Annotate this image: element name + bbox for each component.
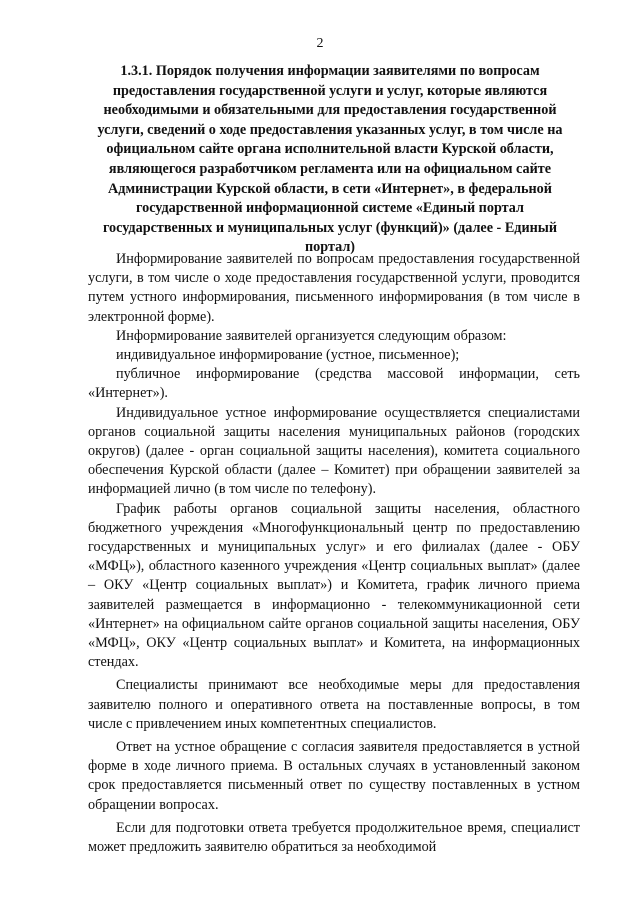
paragraph-oral-informing: Индивидуальное устное информирование осуществляется специалистами органов социальной защиты населения муниципальных районов (городских округов) (далее - орган социальной защиты населения), комитета социального обеспечения Курской области (далее – Комитет) при обращении заявителей за информацией лично (в том числе по телефону). — [88, 404, 580, 498]
section-heading: 1.3.1. Порядок получения информации заявителями по вопросам предоставления государственной услуги и услуг, которые являются необходимыми и обязательными для предоставления государственной услуги, сведений о ходе предоставления указанных услуг, в том числе на официальном сайте органа исполнительной власти Курской области, являющегося разработчиком регламента или на официальном сайте Администрации Курской области, в сети «Интернет», в федеральной государственной информационной системе «Единый портал государственных и муниципальных услуг (функций)» (далее - Единый портал) — [97, 63, 563, 256]
paragraph-informing-methods: Информирование заявителей по вопросам предоставления государственной услуги, в том числе о ходе предоставления государственной услуги, проводится путем устного информирования, письменного информирования (в том числе в электронной форме). — [88, 251, 580, 325]
paragraph-long-preparation: Если для подготовки ответа требуется продолжительное время, специалист может предложить заявителю обратиться за необходимой — [88, 819, 580, 856]
paragraph-work-schedule: График работы органов социальной защиты населения, областного бюджетного учреждения «Многофункциональный центр по предоставлению государственных и муниципальных услуг» и его филиалах (далее - ОБУ «МФЦ»), областного казенного учреждения «Центр социальных выплат» (далее – ОКУ «Центр социальных выплат») и Комитета, график личного приема заявителей размещается в информационно - телекоммуникационной сети «Интернет» на официальном сайте органов социальной защиты населения, ОБУ «МФЦ», ОКУ «Центр социальных выплат» и Комитета, на информационных стендах. — [88, 500, 580, 671]
paragraph-public-informing: публичное информирование (средства массовой информации, сеть «Интернет»). — [88, 366, 580, 402]
paragraph-individual-informing: индивидуальное информирование (устное, письменное); — [116, 347, 460, 364]
paragraph-oral-response: Ответ на устное обращение с согласия заявителя предоставляется в устной форме в ходе личного приема. В остальных случаях в установленный законом срок предоставляется письменный ответ по существу поставленных в устном обращении вопросах. — [88, 739, 580, 813]
paragraph-specialists-measures: Специалисты принимают все необходимые меры для предоставления заявителю полного и оперативного ответа на поставленные вопросы, в том числе с привлечением иных компетентных специалистов. — [88, 677, 580, 732]
page-number: 2 — [316, 36, 324, 51]
body-text — [88, 250, 580, 857]
paragraph-informing-organization: Информирование заявителей организуется следующим образом: — [116, 327, 507, 344]
